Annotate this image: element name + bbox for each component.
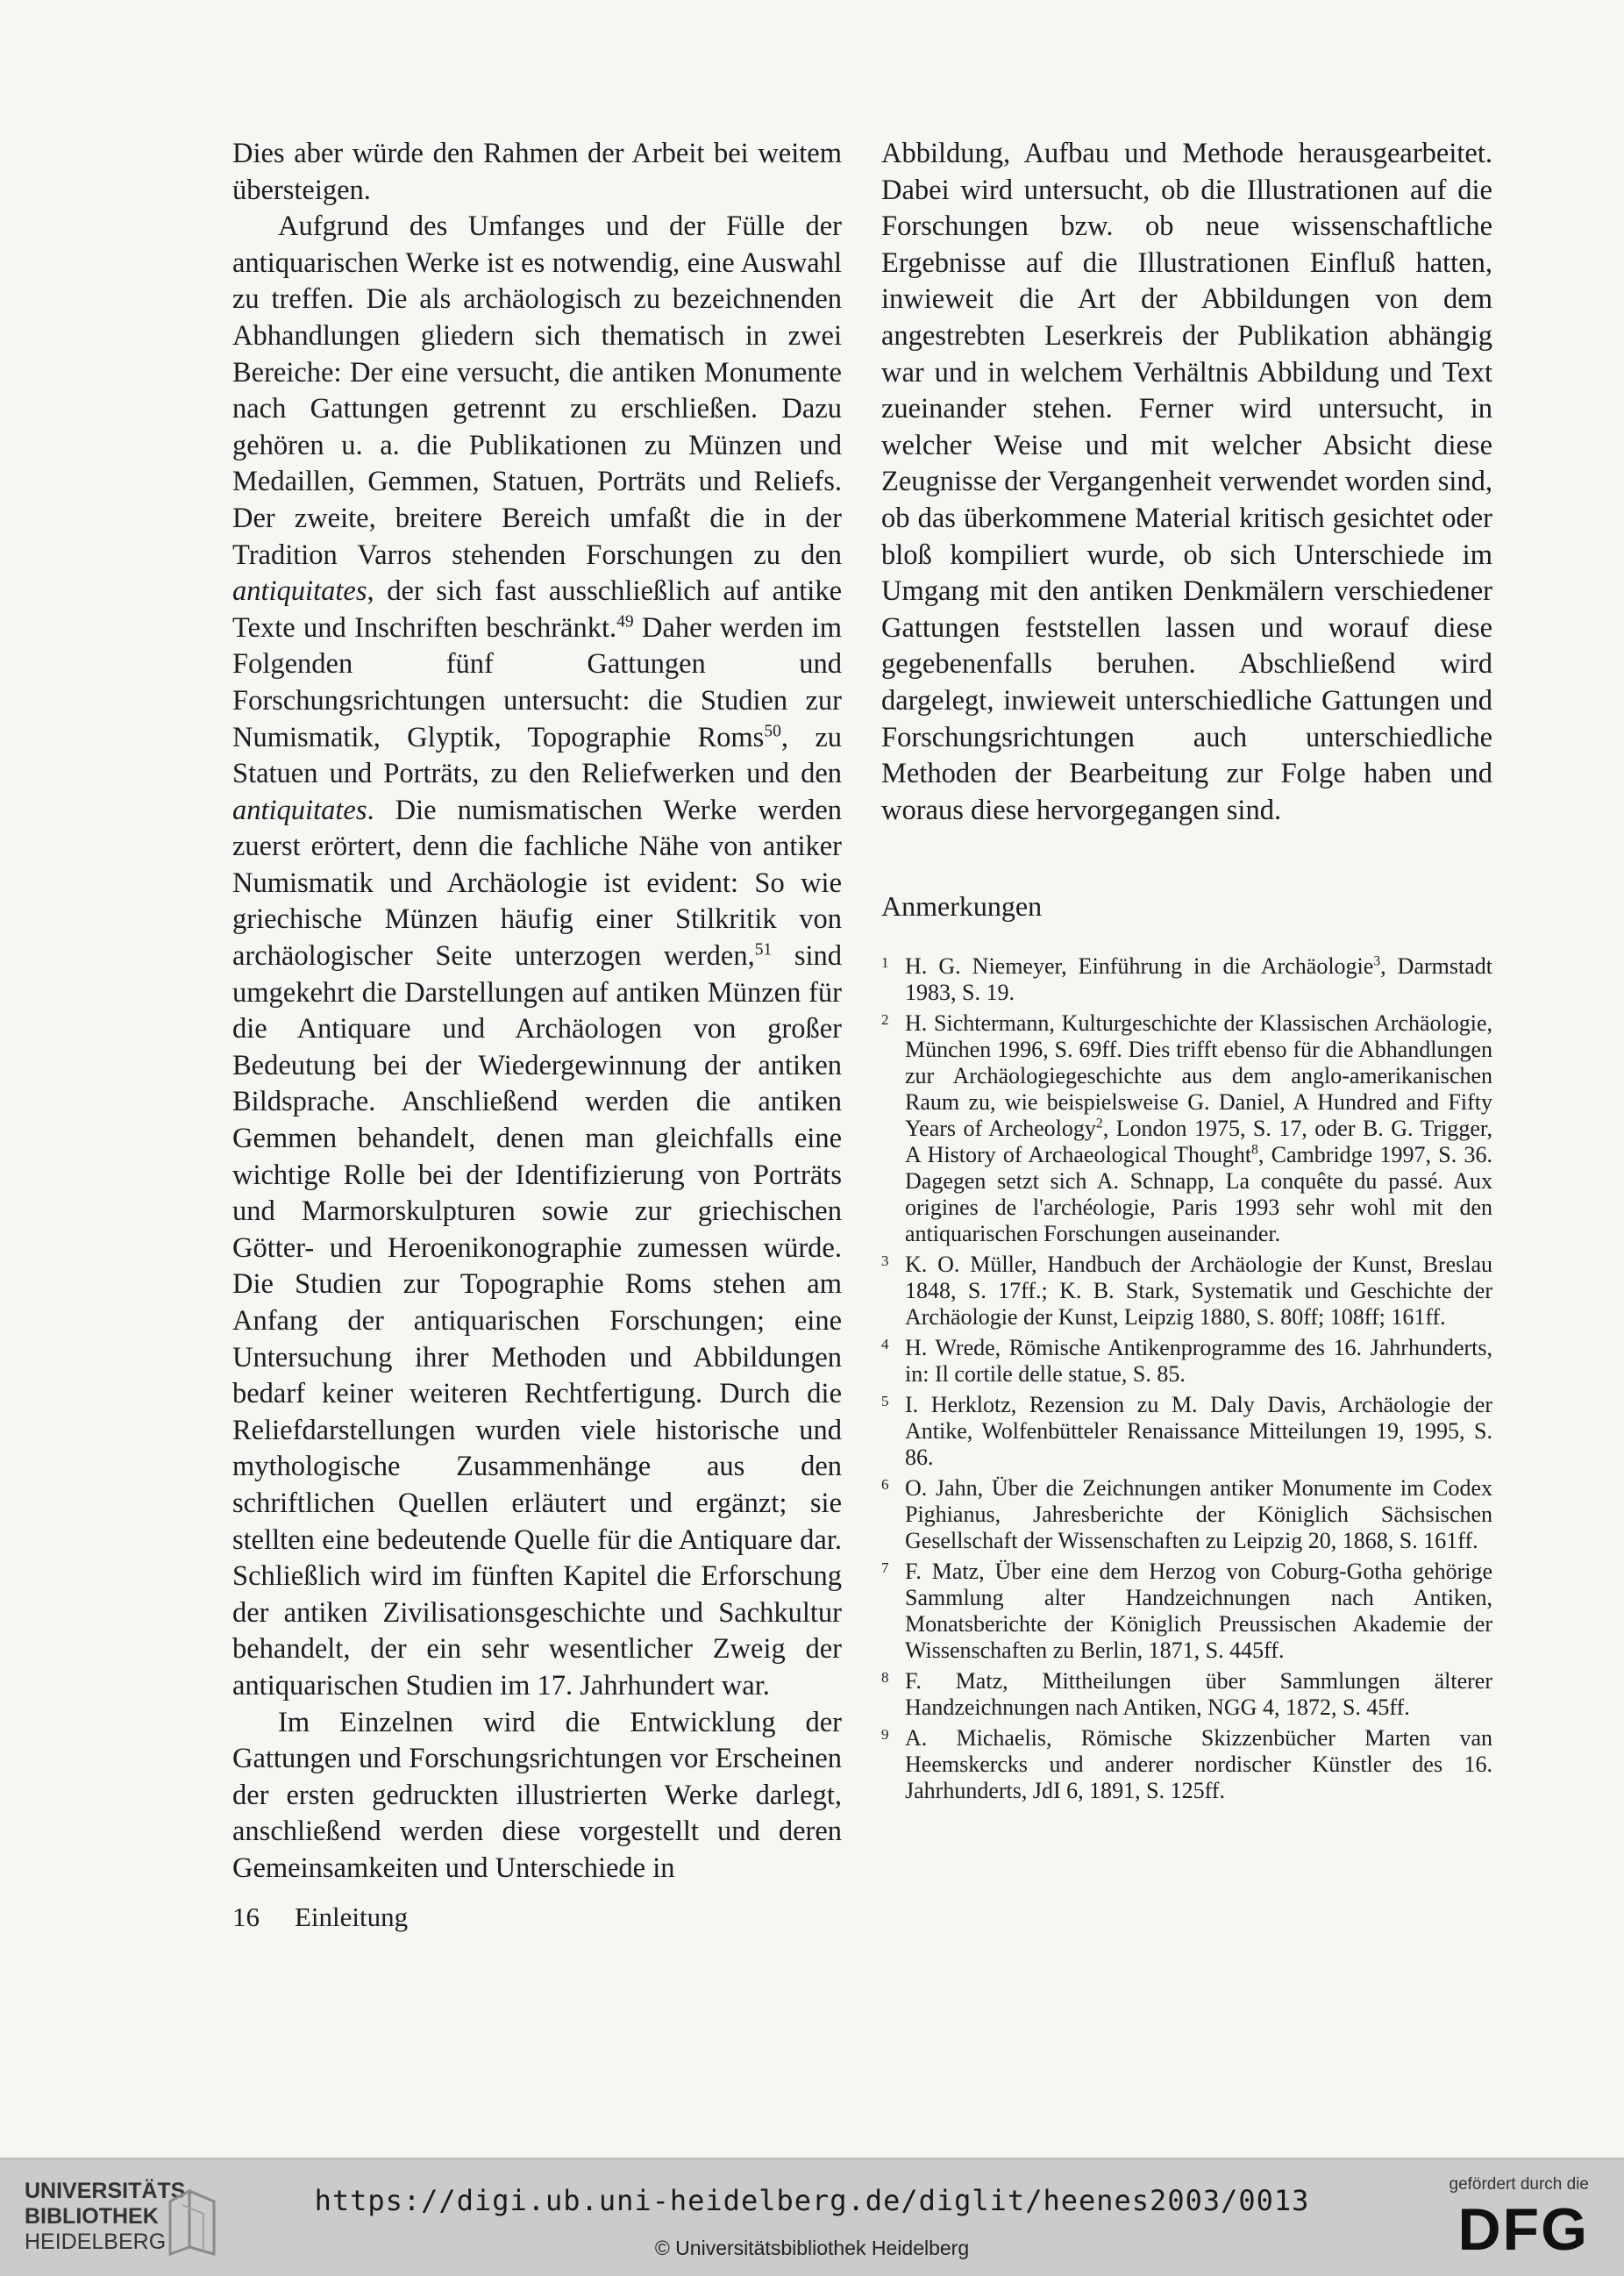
footnote-item — [881, 1725, 1492, 1804]
footnote-text: H. Sichtermann, Kulturgeschichte der Klassischen Archäologie, München 1996, S. 69ff. Dies trifft ebenso für die Abhandlungen zur Archäologiegeschichte aus dem anglo-amerikanischen Raum zu, wie beispielsweise G. Daniel, A Hundred and Fifty Years of Archeology — [905, 1010, 1492, 1141]
footnote-text: , London 1975, S. 17, oder B. G. Trigger, A History of Archaeological Thought — [905, 1115, 1492, 1167]
footnote-ref[interactable]: 51 — [754, 940, 773, 960]
footnote-text: F. Matz, Über eine dem Herzog von Coburg-Gotha gehörige Sammlung alter Handzeichnungen nach Antiken, Monatsberichte der Königlich Preussischen Akademie der Wissenschaften zu Berlin, 1871, S. 445ff. — [905, 1558, 1492, 1663]
funding-note: gefördert durch die — [1449, 2175, 1589, 2194]
footnote-item — [881, 953, 1492, 1006]
edition-superscript: 8 — [1251, 1142, 1258, 1158]
left-column — [232, 136, 842, 1887]
footnote-text: F. Matz, Mittheilungen über Sammlungen älterer Handzeichnungen nach Antiken, NGG 4, 1872, S. 45ff. — [905, 1667, 1492, 1720]
edition-superscript: 2 — [1095, 1116, 1103, 1131]
edition-superscript: 3 — [1373, 953, 1381, 969]
text-run: Daher werden im Folgenden fünf Gattungen und Forschungsrichtungen untersucht: die Studien zur Numismatik, Glyptik, Topographie Roms — [232, 611, 842, 753]
text-run: . Die numismatischen Werke werden zuerst erörtert, denn die fachliche Nähe von antiker Numismatik und Archäologie ist evident: So wie griechische Münzen häufig einer Stilkritik von archäologischer Seite unterzogen werden, — [232, 794, 842, 973]
text-run: , der sich fast ausschließlich auf antike Texte und Inschriften beschränkt. — [232, 575, 842, 644]
footnote-text: K. O. Müller, Handbuch der Archäologie der Kunst, Breslau 1848, S. 17ff.; K. B. Stark, Systematik und Geschichte der Archäologie der Kunst, Leipzig 1880, S. 80ff; 108ff; 161ff. — [905, 1251, 1492, 1330]
footnote-item — [881, 1392, 1492, 1471]
library-name-line: HEIDELBERG — [25, 2230, 167, 2254]
right-column — [881, 136, 1492, 1809]
page-number: 16 — [232, 1901, 260, 1932]
footnote-text: H. G. Niemeyer, Einführung in die Archäologie — [905, 952, 1374, 979]
footnote-text: , Cambridge 1997, S. 36. Dagegen setzt sich A. Schnapp, La conquête du passé. Aux origines de l'archéologie, Paris 1993 sehr wohl mit den antiquarischen Forschungen auseinander. — [905, 1141, 1492, 1246]
footnote-number: 7 — [881, 1559, 889, 1576]
footnote-ref[interactable]: 50 — [764, 721, 781, 740]
footnote-number: 9 — [881, 1725, 889, 1743]
footnote-item — [881, 1559, 1492, 1664]
footnote-item — [881, 1252, 1492, 1331]
text-run: sind umgekehrt die Darstellungen auf antiken Münzen für die Antiquare und Archäologen von großer Bedeutung bei der Wiedergewinnung der antiken Bildsprache. Anschließend werden die antiken Gemmen behandelt, denen man gleichfalls eine wichtige Rolle bei der Identifizierung von Porträts und Marmorskulpturen sowie zur griechischen Götter- und Heroenikonographie zumessen würde. Die Studien zur Topographie Roms stehen am Anfang der antiquarischen Forschungen; eine Untersuchung ihrer Methoden und Abbildungen bedarf keiner weiteren Rechtfertigung. Durch die Reliefdarstellungen wurden viele historische und mythologische Zusammenhänge aus den schriftlichen Quellen erläutert und ergänzt; sie stellten eine bedeutende Quelle für die Antiquare dar. Schließlich wird im fünften Kapitel die Erforschung der antiken Zivilisationsgeschichte und Sachkultur behandelt, der ein sehr wesentlicher Zweig der antiquarischen Studien im 17. Jahrhundert war. — [232, 940, 842, 1702]
footnote-item — [881, 1668, 1492, 1721]
footnote-item — [881, 1335, 1492, 1388]
footnote-item — [881, 1475, 1492, 1554]
paragraph-4: Abbildung, Aufbau und Methode herausgearbeitet. Dabei wird untersucht, ob die Illustrationen auf die Forschungen bzw. ob neue wissenschaftliche Ergebnisse auf die Illustrationen Einfluß hatten, inwieweit die Art der Abbildungen von dem angestrebten Leserkreis der Publikation abhängig war und in welchem Verhältnis Abbildung und Text zueinander stehen. Ferner wird untersucht, in welcher Weise und mit welcher Absicht diese Zeugnisse der Vergangenheit verwendet worden sind, ob das überkommene Material kritisch gesichtet oder bloß kompiliert wurde, ob sich Unterschiede im Umgang mit den antiken Denkmälern verschiedener Gattungen feststellen lassen und worauf diese gegebenenfalls beruhen. Abschließend wird dargelegt, inwieweit unterschiedliche Gattungen und Forschungsrichtungen auch unterschiedliche Methoden der Bearbeitung zur Folge haben und woraus diese hervorgegangen sind. — [881, 138, 1492, 826]
footnote-text: A. Michaelis, Römische Skizzenbücher Marten van Heemskercks und anderer nordischer Künstler des 16. Jahrhunderts, JdI 6, 1891, S. 125ff. — [905, 1724, 1492, 1803]
footnote-number: 3 — [881, 1252, 889, 1269]
footnote-number: 2 — [881, 1010, 889, 1028]
footnotes-list — [881, 953, 1492, 1804]
copyright-notice: © Universitätsbibliothek Heidelberg — [654, 2237, 970, 2259]
text-run: Aufgrund des Umfanges und der Fülle der antiquarischen Werke ist es notwendig, eine Auswahl zu treffen. Die als archäologisch zu bezeichnenden Abhandlungen gliedern sich thematisch in zwei Bereiche: Der eine versucht, die antiken Monumente nach Gattungen getrennt zu erschließen. Dazu gehören u. a. die Publikationen zu Münzen und Medaillen, Gemmen, Statuen, Porträts und Reliefs. Der zweite, breitere Bereich umfaßt die in der Tradition Varros stehenden Forschungen zu den — [232, 210, 842, 571]
italic-term: antiquitates — [232, 794, 367, 826]
footnote-text: H. Wrede, Römische Antikenprogramme des 16. Jahrhunderts, in: Il cortile delle statue, S. 85. — [905, 1334, 1492, 1387]
footnote-text: I. Herklotz, Rezension zu M. Daly Davis, Archäologie der Antike, Wolfenbütteler Renaissance Mitteilungen 19, 1995, S. 86. — [905, 1391, 1492, 1470]
footnote-number: 1 — [881, 953, 889, 971]
paragraph-1: Dies aber würde den Rahmen der Arbeit bei weitem übersteigen. — [232, 138, 842, 206]
digitization-footer-bar — [0, 2158, 1624, 2276]
library-name-line: UNIVERSITÄTS- — [25, 2179, 193, 2203]
page-footer — [232, 1901, 408, 1933]
footnote-ref[interactable]: 49 — [616, 612, 634, 631]
text-run: , zu Statuen und Porträts, zu den Reliefwerken und den — [232, 721, 842, 790]
running-section-title: Einleitung — [295, 1901, 409, 1932]
footnote-item — [881, 1010, 1492, 1247]
footnote-text: O. Jahn, Über die Zeichnungen antiker Monumente im Codex Pighianus, Jahresberichte der Königlich Sächsischen Gesellschaft der Wissenschaften zu Leipzig 20, 1868, S. 161ff. — [905, 1474, 1492, 1553]
dfg-logo[interactable]: DFG — [1457, 2196, 1589, 2263]
permalink-url[interactable]: https://digi.ub.uni-heidelberg.de/diglit/heenes2003/0013 — [314, 2184, 1310, 2217]
footnote-number: 5 — [881, 1392, 889, 1409]
footnote-number: 8 — [881, 1668, 889, 1686]
library-name-line: BIBLIOTHEK — [25, 2204, 159, 2229]
footnote-number: 6 — [881, 1475, 889, 1493]
paragraph-2 — [232, 209, 842, 1704]
paragraph-3: Im Einzelnen wird die Entwicklung der Gattungen und Forschungsrichtungen vor Erscheinen der ersten gedruckten illustrierten Werke darlegt, anschließend werden diese vorgestellt und deren Gemeinsamkeiten und Unterschiede in — [232, 1706, 842, 1884]
footnote-text: , Darmstadt 1983, S. 19. — [905, 952, 1492, 1005]
notes-heading: Anmerkungen — [881, 890, 1043, 923]
italic-term: antiquitates — [232, 575, 367, 608]
footnote-number: 4 — [881, 1335, 889, 1352]
